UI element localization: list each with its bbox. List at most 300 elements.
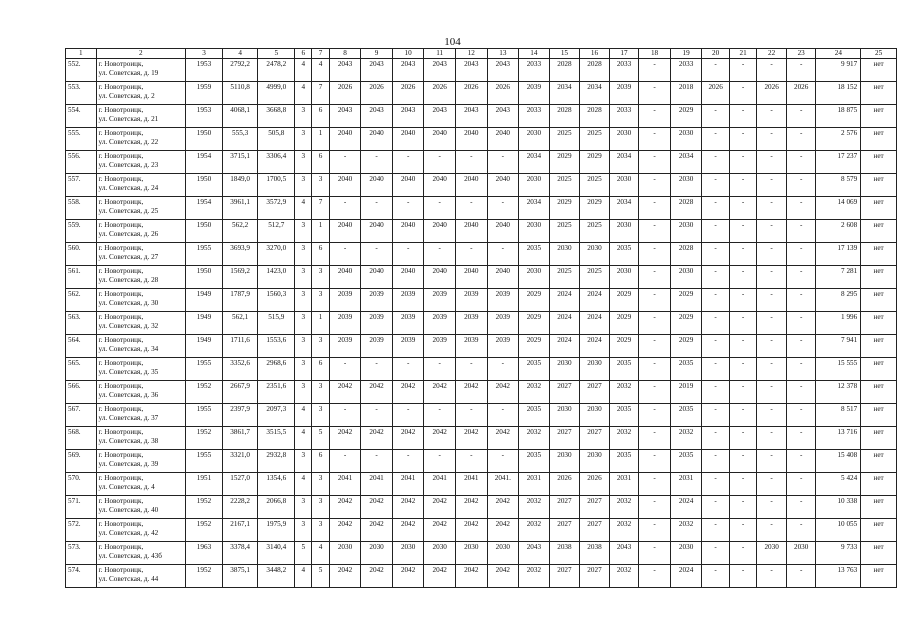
row-number-cell: 563.	[66, 312, 97, 335]
data-cell-col-21: -	[729, 427, 756, 450]
data-cell-col-12: 2042	[455, 565, 487, 588]
data-cell-col-11: 2039	[424, 312, 456, 335]
data-cell-col-20: -	[702, 473, 729, 496]
data-cell-col-12: -	[455, 450, 487, 473]
housing-register-table	[65, 48, 897, 588]
data-cell-col-4: 1711,6	[222, 335, 258, 358]
data-cell-col-24: 18 152	[816, 82, 861, 105]
row-number-cell: 559.	[66, 220, 97, 243]
data-cell-col-11: 2042	[424, 496, 456, 519]
data-cell-col-15: 2025	[549, 220, 580, 243]
data-cell-col-16: 2026	[580, 473, 610, 496]
data-cell-col-13: -	[487, 197, 519, 220]
data-cell-col-8: 2042	[329, 381, 361, 404]
address-street: ул. Советская, д. 23	[98, 161, 159, 169]
data-cell-col-12: 2039	[455, 312, 487, 335]
data-cell-col-5: 3572,9	[258, 197, 295, 220]
data-cell-col-8: 2040	[329, 128, 361, 151]
data-cell-col-4: 2167,1	[222, 519, 258, 542]
page-number: 104	[444, 36, 461, 48]
column-number-cell: 10	[392, 49, 424, 59]
data-cell-col-3: 1955	[186, 358, 223, 381]
data-cell-col-7: 7	[312, 197, 329, 220]
data-cell-col-14: 2035	[519, 404, 550, 427]
data-cell-col-6: 3	[295, 174, 312, 197]
data-cell-col-17: 2029	[609, 335, 639, 358]
data-cell-col-18: -	[639, 220, 671, 243]
data-cell-col-10: -	[392, 151, 424, 174]
data-cell-col-9: 2042	[361, 427, 393, 450]
data-cell-col-22: -	[757, 381, 787, 404]
data-cell-col-9: 2030	[361, 542, 393, 565]
data-cell-col-9: 2042	[361, 381, 393, 404]
data-cell-col-10: -	[392, 243, 424, 266]
data-cell-col-11: 2039	[424, 335, 456, 358]
address-city: г. Новотроицк,	[98, 382, 144, 390]
data-cell-col-10: 2042	[392, 496, 424, 519]
data-cell-col-9: 2040	[361, 266, 393, 289]
column-number-row	[66, 49, 897, 59]
table-row	[66, 243, 897, 266]
data-cell-col-17: 2034	[609, 151, 639, 174]
data-cell-col-15: 2029	[549, 197, 580, 220]
data-cell-col-3: 1953	[186, 59, 223, 82]
address-cell	[96, 289, 186, 312]
data-cell-col-8: 2042	[329, 565, 361, 588]
data-cell-col-22: -	[757, 519, 787, 542]
data-cell-col-3: 1955	[186, 450, 223, 473]
table-row	[66, 496, 897, 519]
data-cell-col-21: -	[729, 59, 756, 82]
data-cell-col-7: 4	[312, 542, 329, 565]
data-cell-col-7: 3	[312, 174, 329, 197]
data-cell-col-13: -	[487, 450, 519, 473]
data-cell-col-18: -	[639, 243, 671, 266]
table-row	[66, 197, 897, 220]
column-number-cell: 11	[424, 49, 456, 59]
data-cell-col-20: -	[702, 243, 729, 266]
address-street: ул. Советская, д. 34	[98, 345, 159, 353]
data-cell-col-25: нет	[861, 243, 897, 266]
address-city: г. Новотроицк,	[98, 244, 144, 252]
data-cell-col-6: 3	[295, 151, 312, 174]
data-cell-col-19: 2029	[670, 289, 702, 312]
data-cell-col-23: -	[786, 427, 816, 450]
column-number-cell: 23	[786, 49, 816, 59]
data-cell-col-25: нет	[861, 220, 897, 243]
data-cell-col-23: -	[786, 450, 816, 473]
data-cell-col-5: 2968,6	[258, 358, 295, 381]
data-cell-col-14: 2032	[519, 381, 550, 404]
data-cell-col-19: 2035	[670, 404, 702, 427]
data-cell-col-14: 2039	[519, 82, 550, 105]
data-cell-col-6: 3	[295, 128, 312, 151]
data-cell-col-17: 2043	[609, 542, 639, 565]
data-cell-col-19: 2031	[670, 473, 702, 496]
data-cell-col-15: 2027	[549, 427, 580, 450]
data-cell-col-12: 2042	[455, 427, 487, 450]
column-number-cell: 25	[861, 49, 897, 59]
data-cell-col-20: -	[702, 381, 729, 404]
data-cell-col-6: 4	[295, 427, 312, 450]
data-cell-col-21: -	[729, 358, 756, 381]
data-cell-col-7: 6	[312, 105, 329, 128]
data-cell-col-19: 2019	[670, 381, 702, 404]
data-cell-col-16: 2025	[580, 266, 610, 289]
data-cell-col-23: -	[786, 59, 816, 82]
column-number-cell: 15	[549, 49, 580, 59]
data-cell-col-18: -	[639, 450, 671, 473]
data-cell-col-16: 2030	[580, 358, 610, 381]
data-cell-col-11: -	[424, 197, 456, 220]
table-row	[66, 105, 897, 128]
data-cell-col-25: нет	[861, 519, 897, 542]
data-cell-col-4: 1849,0	[222, 174, 258, 197]
data-cell-col-14: 2030	[519, 128, 550, 151]
data-cell-col-7: 1	[312, 220, 329, 243]
table-row	[66, 473, 897, 496]
data-cell-col-9: 2043	[361, 105, 393, 128]
data-cell-col-21: -	[729, 174, 756, 197]
address-cell	[96, 151, 186, 174]
data-cell-col-13: 2041.	[487, 473, 519, 496]
data-cell-col-22: -	[757, 59, 787, 82]
data-cell-col-21: -	[729, 289, 756, 312]
address-street: ул. Советская, д. 30	[98, 299, 159, 307]
data-cell-col-4: 3693,9	[222, 243, 258, 266]
data-cell-col-12: 2030	[455, 542, 487, 565]
data-cell-col-23: -	[786, 473, 816, 496]
data-cell-col-10: 2042	[392, 427, 424, 450]
data-cell-col-7: 6	[312, 243, 329, 266]
column-number-cell: 14	[519, 49, 550, 59]
data-cell-col-18: -	[639, 151, 671, 174]
data-cell-col-8: 2039	[329, 335, 361, 358]
data-cell-col-20: -	[702, 565, 729, 588]
data-cell-col-12: 2041	[455, 473, 487, 496]
data-cell-col-22: -	[757, 220, 787, 243]
data-cell-col-24: 7 941	[816, 335, 861, 358]
data-cell-col-8: -	[329, 404, 361, 427]
data-cell-col-25: нет	[861, 565, 897, 588]
data-cell-col-25: нет	[861, 174, 897, 197]
data-cell-col-7: 4	[312, 59, 329, 82]
data-cell-col-15: 2028	[549, 105, 580, 128]
data-cell-col-24: 2 608	[816, 220, 861, 243]
data-cell-col-6: 4	[295, 82, 312, 105]
table-row	[66, 450, 897, 473]
data-cell-col-16: 2025	[580, 174, 610, 197]
data-cell-col-7: 1	[312, 312, 329, 335]
data-cell-col-24: 2 576	[816, 128, 861, 151]
data-cell-col-13: -	[487, 404, 519, 427]
data-cell-col-19: 2018	[670, 82, 702, 105]
table-row	[66, 82, 897, 105]
table-row	[66, 151, 897, 174]
data-cell-col-17: 2035	[609, 358, 639, 381]
data-cell-col-23: -	[786, 358, 816, 381]
table-row	[66, 174, 897, 197]
data-cell-col-18: -	[639, 542, 671, 565]
data-cell-col-22: -	[757, 358, 787, 381]
data-cell-col-17: 2035	[609, 404, 639, 427]
data-cell-col-12: -	[455, 243, 487, 266]
row-number-cell: 561.	[66, 266, 97, 289]
table-row	[66, 519, 897, 542]
data-cell-col-8: 2039	[329, 289, 361, 312]
data-cell-col-9: 2043	[361, 59, 393, 82]
data-cell-col-3: 1953	[186, 105, 223, 128]
row-number-cell: 565.	[66, 358, 97, 381]
data-cell-col-4: 562,1	[222, 312, 258, 335]
data-cell-col-23: -	[786, 312, 816, 335]
data-cell-col-15: 2029	[549, 151, 580, 174]
data-cell-col-21: -	[729, 82, 756, 105]
data-cell-col-16: 2029	[580, 151, 610, 174]
data-cell-col-13: 2043	[487, 105, 519, 128]
data-cell-col-16: 2024	[580, 289, 610, 312]
data-cell-col-18: -	[639, 266, 671, 289]
column-number-cell: 2	[96, 49, 186, 59]
data-cell-col-16: 2038	[580, 542, 610, 565]
data-cell-col-19: 2035	[670, 358, 702, 381]
data-cell-col-23: -	[786, 243, 816, 266]
data-cell-col-5: 3306,4	[258, 151, 295, 174]
address-city: г. Новотроицк,	[98, 543, 144, 551]
data-cell-col-24: 8 579	[816, 174, 861, 197]
data-cell-col-14: 2034	[519, 197, 550, 220]
data-cell-col-22: -	[757, 335, 787, 358]
data-cell-col-12: -	[455, 197, 487, 220]
data-cell-col-13: 2042	[487, 565, 519, 588]
data-cell-col-11: 2040	[424, 128, 456, 151]
data-cell-col-17: 2032	[609, 381, 639, 404]
address-street: ул. Советская, д. 39	[98, 460, 159, 468]
data-cell-col-14: 2032	[519, 565, 550, 588]
data-cell-col-6: 3	[295, 312, 312, 335]
data-cell-col-23: 2030	[786, 542, 816, 565]
data-cell-col-25: нет	[861, 427, 897, 450]
address-street: ул. Советская, д. 19	[98, 69, 159, 77]
data-cell-col-6: 3	[295, 450, 312, 473]
data-cell-col-10: 2042	[392, 565, 424, 588]
data-cell-col-11: 2040	[424, 220, 456, 243]
data-cell-col-25: нет	[861, 358, 897, 381]
data-cell-col-8: 2042	[329, 496, 361, 519]
data-cell-col-22: -	[757, 243, 787, 266]
data-cell-col-5: 3448,2	[258, 565, 295, 588]
data-cell-col-12: 2042	[455, 496, 487, 519]
data-cell-col-16: 2027	[580, 496, 610, 519]
data-cell-col-9: 2039	[361, 312, 393, 335]
data-cell-col-10: 2042	[392, 519, 424, 542]
address-street: ул. Советская, д. 36	[98, 391, 159, 399]
data-cell-col-16: 2024	[580, 312, 610, 335]
data-cell-col-6: 3	[295, 266, 312, 289]
data-cell-col-19: 2034	[670, 151, 702, 174]
address-city: г. Новотроицк,	[98, 221, 144, 229]
data-cell-col-13: 2042	[487, 427, 519, 450]
data-cell-col-16: 2027	[580, 381, 610, 404]
data-cell-col-22: -	[757, 174, 787, 197]
data-cell-col-6: 3	[295, 289, 312, 312]
data-cell-col-10: 2026	[392, 82, 424, 105]
data-cell-col-9: -	[361, 197, 393, 220]
data-cell-col-3: 1952	[186, 496, 223, 519]
address-cell	[96, 358, 186, 381]
data-cell-col-13: 2039	[487, 335, 519, 358]
data-cell-col-21: -	[729, 473, 756, 496]
data-cell-col-9: 2039	[361, 335, 393, 358]
data-cell-col-10: -	[392, 404, 424, 427]
data-cell-col-11: 2042	[424, 381, 456, 404]
data-cell-col-5: 1700,5	[258, 174, 295, 197]
data-cell-col-19: 2030	[670, 266, 702, 289]
data-cell-col-21: -	[729, 450, 756, 473]
data-cell-col-22: -	[757, 289, 787, 312]
data-cell-col-9: 2040	[361, 128, 393, 151]
data-cell-col-17: 2035	[609, 450, 639, 473]
data-cell-col-8: -	[329, 358, 361, 381]
address-street: ул. Советская, д. 2	[98, 92, 155, 100]
data-cell-col-23: 2026	[786, 82, 816, 105]
data-cell-col-11: 2040	[424, 174, 456, 197]
data-cell-col-18: -	[639, 82, 671, 105]
address-city: г. Новотроицк,	[98, 428, 144, 436]
data-cell-col-13: 2040	[487, 128, 519, 151]
data-cell-col-3: 1954	[186, 197, 223, 220]
data-cell-col-24: 8 517	[816, 404, 861, 427]
address-cell	[96, 128, 186, 151]
data-cell-col-20: -	[702, 358, 729, 381]
data-cell-col-25: нет	[861, 289, 897, 312]
data-cell-col-10: 2041	[392, 473, 424, 496]
data-cell-col-22: -	[757, 450, 787, 473]
data-cell-col-20: -	[702, 496, 729, 519]
column-number-cell: 18	[639, 49, 671, 59]
data-cell-col-9: -	[361, 450, 393, 473]
data-cell-col-19: 2030	[670, 174, 702, 197]
data-cell-col-19: 2030	[670, 542, 702, 565]
data-cell-col-13: 2026	[487, 82, 519, 105]
data-cell-col-4: 1527,0	[222, 473, 258, 496]
data-cell-col-25: нет	[861, 542, 897, 565]
data-cell-col-17: 2030	[609, 266, 639, 289]
data-cell-col-18: -	[639, 427, 671, 450]
column-number-cell: 6	[295, 49, 312, 59]
data-cell-col-16: 2030	[580, 404, 610, 427]
data-cell-col-10: -	[392, 197, 424, 220]
data-cell-col-19: 2029	[670, 335, 702, 358]
table-row	[66, 381, 897, 404]
data-cell-col-20: -	[702, 335, 729, 358]
data-cell-col-3: 1951	[186, 473, 223, 496]
data-cell-col-15: 2027	[549, 519, 580, 542]
data-cell-col-18: -	[639, 312, 671, 335]
address-street: ул. Советская, д. 22	[98, 138, 159, 146]
column-number-cell: 22	[757, 49, 787, 59]
data-cell-col-14: 2031	[519, 473, 550, 496]
data-cell-col-17: 2031	[609, 473, 639, 496]
data-cell-col-14: 2032	[519, 496, 550, 519]
data-cell-col-7: 6	[312, 358, 329, 381]
data-cell-col-25: нет	[861, 473, 897, 496]
row-number-cell: 562.	[66, 289, 97, 312]
address-city: г. Новотроицк,	[98, 451, 144, 459]
address-cell	[96, 519, 186, 542]
data-cell-col-13: 2040	[487, 174, 519, 197]
data-cell-col-14: 2033	[519, 105, 550, 128]
data-cell-col-22: -	[757, 105, 787, 128]
address-city: г. Новотроицк,	[98, 336, 144, 344]
data-cell-col-24: 8 295	[816, 289, 861, 312]
data-cell-col-15: 2027	[549, 565, 580, 588]
data-cell-col-10: -	[392, 450, 424, 473]
data-cell-col-5: 515,9	[258, 312, 295, 335]
data-cell-col-22: -	[757, 496, 787, 519]
data-cell-col-24: 17 139	[816, 243, 861, 266]
address-cell	[96, 220, 186, 243]
data-cell-col-19: 2028	[670, 197, 702, 220]
data-cell-col-15: 2025	[549, 128, 580, 151]
data-cell-col-17: 2030	[609, 174, 639, 197]
data-cell-col-23: -	[786, 266, 816, 289]
data-cell-col-20: -	[702, 542, 729, 565]
data-cell-col-13: 2042	[487, 519, 519, 542]
data-cell-col-11: 2026	[424, 82, 456, 105]
data-cell-col-5: 1553,6	[258, 335, 295, 358]
data-cell-col-14: 2032	[519, 427, 550, 450]
address-street: ул. Советская, д. 37	[98, 414, 159, 422]
data-cell-col-7: 5	[312, 427, 329, 450]
data-cell-col-18: -	[639, 289, 671, 312]
data-cell-col-9: -	[361, 358, 393, 381]
table-row	[66, 266, 897, 289]
data-cell-col-6: 4	[295, 59, 312, 82]
address-cell	[96, 565, 186, 588]
data-cell-col-23: -	[786, 289, 816, 312]
data-cell-col-4: 3352,6	[222, 358, 258, 381]
data-cell-col-15: 2025	[549, 174, 580, 197]
data-cell-col-23: -	[786, 220, 816, 243]
address-city: г. Новотроицк,	[98, 106, 144, 114]
data-cell-col-19: 2029	[670, 312, 702, 335]
data-cell-col-5: 3140,4	[258, 542, 295, 565]
data-cell-col-8: -	[329, 151, 361, 174]
data-cell-col-9: 2041	[361, 473, 393, 496]
data-cell-col-7: 3	[312, 335, 329, 358]
data-cell-col-21: -	[729, 542, 756, 565]
data-cell-col-5: 2932,8	[258, 450, 295, 473]
column-number-cell: 9	[361, 49, 393, 59]
data-cell-col-3: 1949	[186, 289, 223, 312]
data-cell-col-10: -	[392, 358, 424, 381]
data-cell-col-15: 2024	[549, 312, 580, 335]
data-cell-col-10: 2043	[392, 105, 424, 128]
address-cell	[96, 312, 186, 335]
data-cell-col-7: 6	[312, 450, 329, 473]
data-cell-col-24: 15 555	[816, 358, 861, 381]
data-cell-col-7: 7	[312, 82, 329, 105]
data-cell-col-7: 1	[312, 128, 329, 151]
data-cell-col-19: 2029	[670, 105, 702, 128]
address-cell	[96, 197, 186, 220]
data-cell-col-3: 1959	[186, 82, 223, 105]
column-number-cell: 4	[222, 49, 258, 59]
data-cell-col-5: 2351,6	[258, 381, 295, 404]
data-cell-col-6: 3	[295, 519, 312, 542]
data-cell-col-21: -	[729, 243, 756, 266]
